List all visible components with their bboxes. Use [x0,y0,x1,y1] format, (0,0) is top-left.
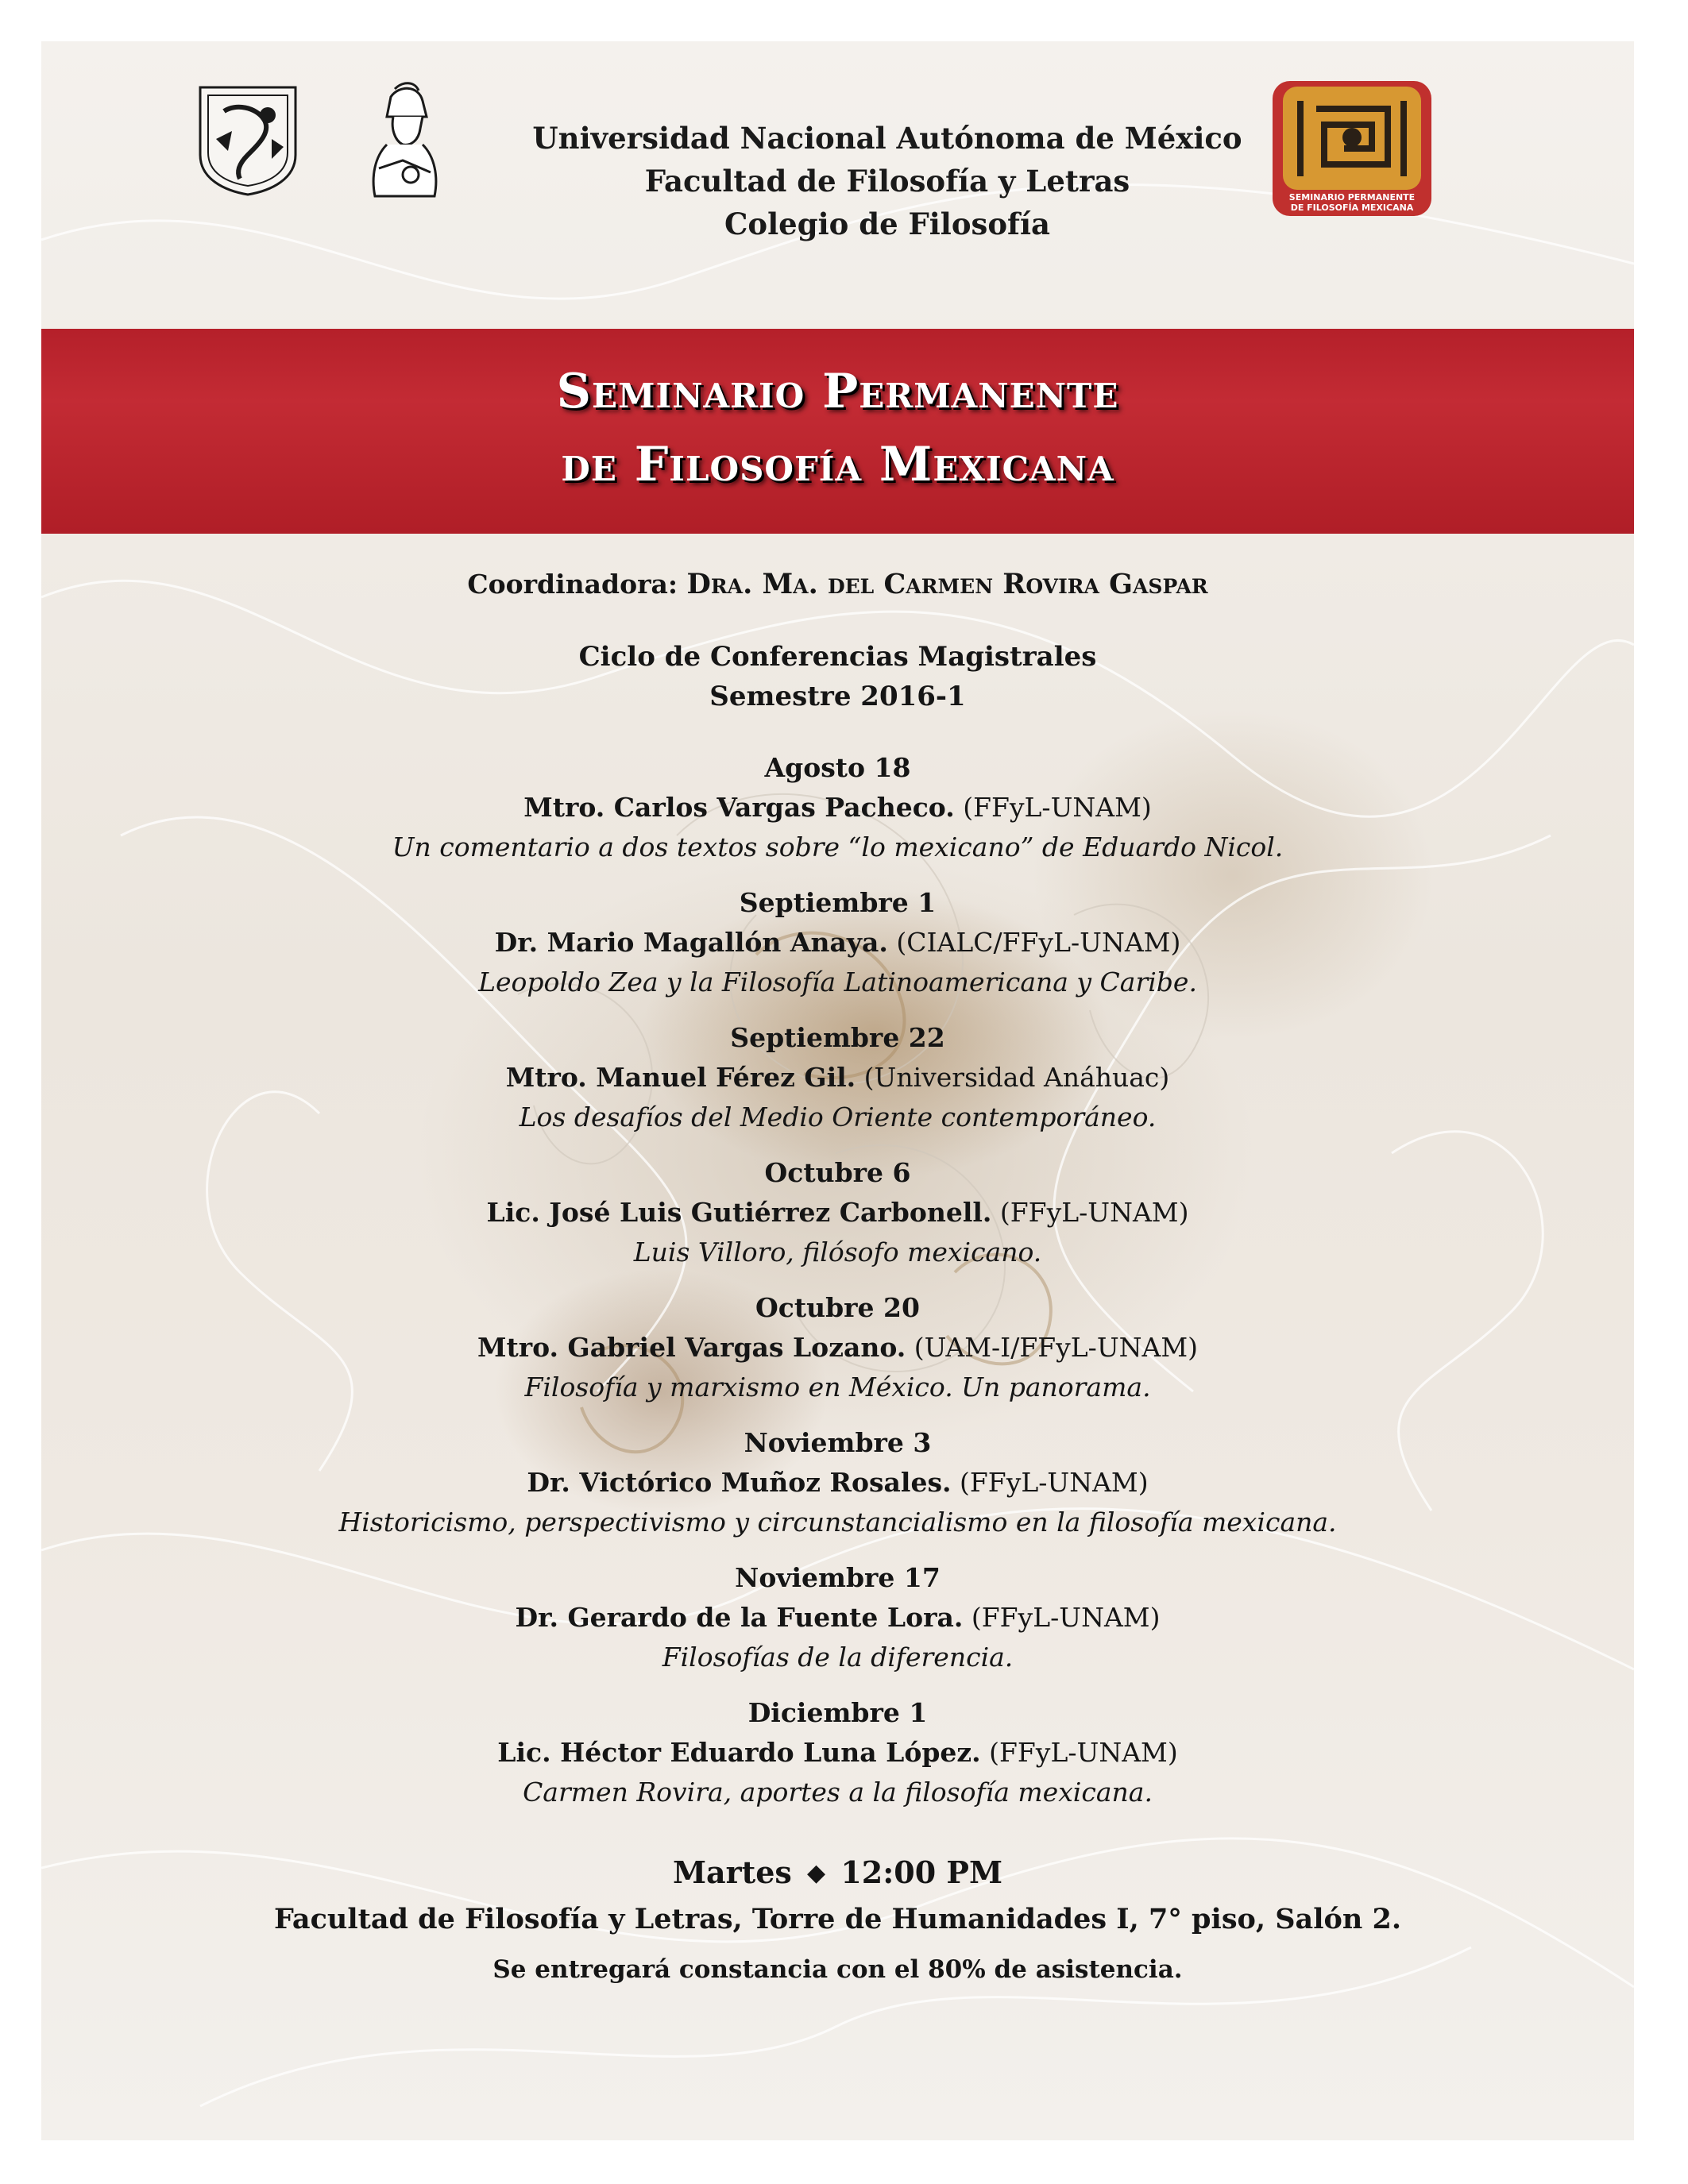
session-title: Los desafíos del Medio Oriente contemporáneo. [519,1102,1157,1133]
session-speaker: Lic. Héctor Eduardo Luna López. [497,1737,981,1768]
session-title: Leopoldo Zea y la Filosofía Latinoamericana y Caribe. [478,967,1197,997]
session-speaker: Lic. José Luis Gutiérrez Carbonell. [486,1197,992,1228]
diamond-icon: ◆ [807,1859,826,1887]
session-list [41,748,1634,1812]
coordinator-name: Dra. Ma. del Carmen Rovira Gaspar [686,568,1208,600]
session-affiliation: (FFyL-UNAM) [991,1197,1189,1228]
session-affiliation: (FFyL-UNAM) [951,1467,1149,1498]
coordinator [41,565,1634,604]
session-speaker-line [41,1193,1634,1233]
session-title: Filosofías de la diferencia. [662,1642,1014,1673]
event-time [41,1850,1634,1898]
session-item [41,1153,1634,1272]
session-title: Filosofía y marxismo en México. Un panorama. [524,1372,1151,1403]
session-speaker-line [41,1058,1634,1098]
session-title: Luis Villoro, filósofo mexicano. [633,1237,1042,1268]
session-item [41,1423,1634,1542]
session-speaker: Mtro. Manuel Férez Gil. [505,1062,856,1093]
session-date: Noviembre 17 [735,1562,941,1593]
session-date: Septiembre 1 [739,887,937,918]
session-speaker-line [41,1328,1634,1368]
session-item [41,883,1634,1002]
session-speaker-line [41,1598,1634,1638]
coordinator-label: Coordinadora: [467,569,687,600]
session-speaker: Mtro. Carlos Vargas Pacheco. [523,792,955,823]
faculty-name: Facultad de Filosofía y Letras [644,164,1130,199]
session-speaker-line [41,1463,1634,1503]
event-day: Martes [672,1854,792,1890]
event-footer [41,1850,1634,1989]
session-affiliation: (UAM-I/FFyL-UNAM) [906,1332,1199,1363]
session-title: Historicismo, perspectivismo y circunstancialismo en la filosofía mexicana. [338,1507,1337,1538]
session-affiliation: (CIALC/FFyL-UNAM) [887,927,1181,958]
session-item [41,1018,1634,1137]
seminar-title-line-1: Seminario Permanente [556,364,1119,419]
seminario-logo-text-2: DE FILOSOFÍA MEXICANA [1290,203,1414,213]
seminar-title-line-2: de Filosofía Mexicana [561,437,1114,492]
ffyl-athena-icon [355,81,450,200]
session-affiliation: (Universidad Anáhuac) [856,1062,1170,1093]
session-date: Septiembre 22 [730,1022,945,1053]
institution-header [438,117,1336,245]
seminario-logo-text-1: SEMINARIO PERMANENTE [1288,192,1416,203]
poster [41,41,1634,2140]
session-affiliation: (FFyL-UNAM) [980,1737,1178,1768]
session-item [41,748,1634,867]
attendance-note: Se entregará constancia con el 80% de asistencia. [492,1955,1183,1984]
session-speaker: Dr. Victórico Muñoz Rosales. [527,1467,952,1498]
university-name: Universidad Nacional Autónoma de México [532,121,1242,156]
session-date: Noviembre 3 [744,1427,932,1458]
college-name: Colegio de Filosofía [724,206,1051,241]
cycle-title: Ciclo de Conferencias Magistrales [578,641,1097,673]
session-speaker: Dr. Gerardo de la Fuente Lora. [515,1602,964,1633]
session-title: Un comentario a dos textos sobre “lo mexicano” de Eduardo Nicol. [392,832,1284,862]
session-date: Octubre 20 [755,1292,920,1323]
session-speaker: Mtro. Gabriel Vargas Lozano. [477,1332,906,1363]
event-hour: 12:00 PM [840,1854,1003,1890]
seminar-title [41,355,1634,501]
session-speaker-line [41,1733,1634,1773]
main-content [41,565,1634,1989]
session-item [41,1558,1634,1677]
session-speaker: Dr. Mario Magallón Anaya. [494,927,888,958]
session-date: Agosto 18 [764,752,911,783]
cycle-heading [41,637,1634,716]
session-title: Carmen Rovira, aportes a la filosofía mexicana. [523,1777,1153,1808]
session-speaker-line [41,923,1634,963]
session-date: Octubre 6 [764,1157,911,1188]
unam-crest-icon [192,79,303,199]
semester: Semestre 2016-1 [709,681,966,712]
session-speaker-line [41,788,1634,828]
session-affiliation: (FFyL-UNAM) [963,1602,1161,1633]
session-date: Diciembre 1 [747,1697,928,1728]
event-place: Facultad de Filosofía y Letras, Torre de Humanidades I, 7° piso, Salón 2. [273,1903,1402,1935]
session-item [41,1288,1634,1407]
session-item [41,1693,1634,1812]
session-affiliation: (FFyL-UNAM) [954,792,1152,823]
